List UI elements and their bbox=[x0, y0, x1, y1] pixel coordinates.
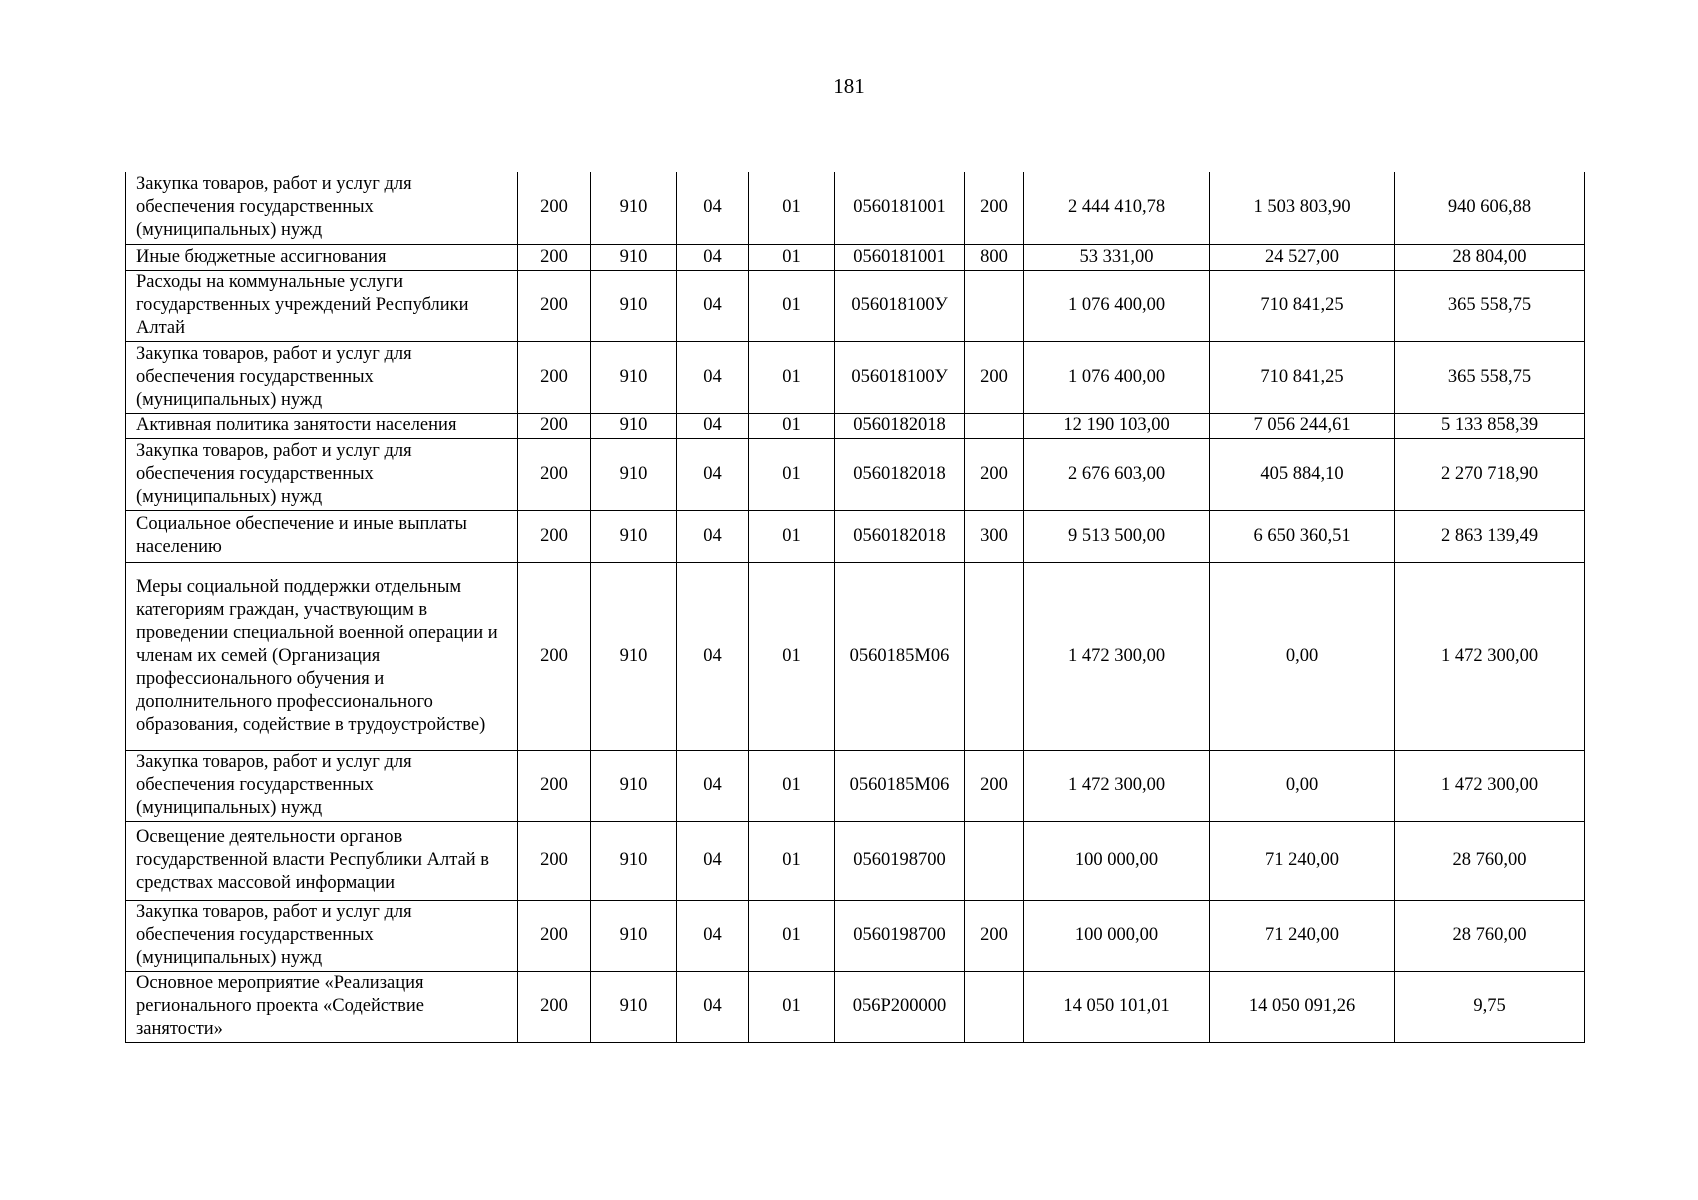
row-c4: 01 bbox=[749, 821, 835, 900]
row-c2: 910 bbox=[591, 341, 677, 413]
row-name: Закупка товаров, работ и услуг для обеспечения государственных (муниципальных) нужд bbox=[126, 341, 518, 413]
row-sum1: 1 076 400,00 bbox=[1024, 341, 1210, 413]
row-sum1: 2 676 603,00 bbox=[1024, 438, 1210, 510]
row-name: Закупка товаров, работ и услуг для обеспечения государственных (муниципальных) нужд bbox=[126, 750, 518, 821]
row-sum2: 7 056 244,61 bbox=[1210, 413, 1395, 438]
row-sum3: 28 760,00 bbox=[1395, 900, 1585, 971]
row-c3: 04 bbox=[677, 244, 749, 270]
row-sum3: 5 133 858,39 bbox=[1395, 413, 1585, 438]
row-type: 200 bbox=[965, 172, 1024, 244]
row-target: 0560181001 bbox=[835, 172, 965, 244]
row-c3: 04 bbox=[677, 413, 749, 438]
row-sum1: 100 000,00 bbox=[1024, 900, 1210, 971]
row-type bbox=[965, 270, 1024, 341]
row-c4: 01 bbox=[749, 244, 835, 270]
row-sum2: 0,00 bbox=[1210, 750, 1395, 821]
row-sum1: 12 190 103,00 bbox=[1024, 413, 1210, 438]
row-c2: 910 bbox=[591, 413, 677, 438]
row-c4: 01 bbox=[749, 900, 835, 971]
row-c3: 04 bbox=[677, 900, 749, 971]
table-row bbox=[126, 562, 1585, 750]
row-sum2: 71 240,00 bbox=[1210, 900, 1395, 971]
row-target: 056018100У bbox=[835, 341, 965, 413]
row-type bbox=[965, 562, 1024, 750]
row-sum3: 1 472 300,00 bbox=[1395, 750, 1585, 821]
row-c4: 01 bbox=[749, 971, 835, 1042]
row-c3: 04 bbox=[677, 438, 749, 510]
row-type: 200 bbox=[965, 341, 1024, 413]
budget-table-body bbox=[126, 172, 1585, 1042]
table-row bbox=[126, 172, 1585, 244]
row-c4: 01 bbox=[749, 172, 835, 244]
row-sum2: 0,00 bbox=[1210, 562, 1395, 750]
row-type: 200 bbox=[965, 438, 1024, 510]
row-name: Меры социальной поддержки отдельным категориям граждан, участвующим в проведении специальной военной операции и членам их семей (Организация профессионального обучения и дополнительного профессионального образования, содействие в трудоустройстве) bbox=[126, 562, 518, 750]
row-type bbox=[965, 413, 1024, 438]
table-row bbox=[126, 750, 1585, 821]
table-row bbox=[126, 413, 1585, 438]
row-sum3: 940 606,88 bbox=[1395, 172, 1585, 244]
row-c1: 200 bbox=[518, 172, 591, 244]
row-type: 800 bbox=[965, 244, 1024, 270]
row-c4: 01 bbox=[749, 438, 835, 510]
table-row bbox=[126, 510, 1585, 562]
row-c3: 04 bbox=[677, 172, 749, 244]
row-type: 200 bbox=[965, 750, 1024, 821]
table-row bbox=[126, 900, 1585, 971]
row-c4: 01 bbox=[749, 562, 835, 750]
row-sum2: 71 240,00 bbox=[1210, 821, 1395, 900]
row-c4: 01 bbox=[749, 270, 835, 341]
row-name: Освещение деятельности органов государственной власти Республики Алтай в средствах массовой информации bbox=[126, 821, 518, 900]
row-sum1: 2 444 410,78 bbox=[1024, 172, 1210, 244]
row-target: 056018100У bbox=[835, 270, 965, 341]
row-target: 0560182018 bbox=[835, 413, 965, 438]
row-sum3: 28 804,00 bbox=[1395, 244, 1585, 270]
table-row bbox=[126, 341, 1585, 413]
row-name: Социальное обеспечение и иные выплаты населению bbox=[126, 510, 518, 562]
row-c3: 04 bbox=[677, 510, 749, 562]
row-c1: 200 bbox=[518, 750, 591, 821]
row-type: 300 bbox=[965, 510, 1024, 562]
row-target: 0560198700 bbox=[835, 821, 965, 900]
row-c3: 04 bbox=[677, 562, 749, 750]
row-c3: 04 bbox=[677, 971, 749, 1042]
row-sum2: 710 841,25 bbox=[1210, 270, 1395, 341]
row-sum3: 2 270 718,90 bbox=[1395, 438, 1585, 510]
row-name: Закупка товаров, работ и услуг для обеспечения государственных (муниципальных) нужд bbox=[126, 900, 518, 971]
row-target: 056Р200000 bbox=[835, 971, 965, 1042]
row-sum1: 53 331,00 bbox=[1024, 244, 1210, 270]
row-c1: 200 bbox=[518, 413, 591, 438]
row-c1: 200 bbox=[518, 244, 591, 270]
row-c4: 01 bbox=[749, 750, 835, 821]
row-c1: 200 bbox=[518, 341, 591, 413]
row-c4: 01 bbox=[749, 510, 835, 562]
row-sum2: 24 527,00 bbox=[1210, 244, 1395, 270]
table-row bbox=[126, 438, 1585, 510]
row-sum3: 365 558,75 bbox=[1395, 270, 1585, 341]
row-c1: 200 bbox=[518, 510, 591, 562]
row-c2: 910 bbox=[591, 270, 677, 341]
row-type bbox=[965, 821, 1024, 900]
row-type: 200 bbox=[965, 900, 1024, 971]
row-c3: 04 bbox=[677, 341, 749, 413]
row-c3: 04 bbox=[677, 821, 749, 900]
row-target: 0560182018 bbox=[835, 438, 965, 510]
row-sum2: 14 050 091,26 bbox=[1210, 971, 1395, 1042]
row-c2: 910 bbox=[591, 562, 677, 750]
row-target: 0560182018 bbox=[835, 510, 965, 562]
row-target: 0560185М06 bbox=[835, 562, 965, 750]
budget-table bbox=[125, 172, 1585, 1043]
row-sum1: 9 513 500,00 bbox=[1024, 510, 1210, 562]
row-c2: 910 bbox=[591, 510, 677, 562]
row-c2: 910 bbox=[591, 821, 677, 900]
row-target: 0560185М06 bbox=[835, 750, 965, 821]
row-type bbox=[965, 971, 1024, 1042]
row-sum2: 1 503 803,90 bbox=[1210, 172, 1395, 244]
row-name: Активная политика занятости населения bbox=[126, 413, 518, 438]
row-name: Расходы на коммунальные услуги государственных учреждений Республики Алтай bbox=[126, 270, 518, 341]
row-c2: 910 bbox=[591, 750, 677, 821]
row-sum1: 1 472 300,00 bbox=[1024, 562, 1210, 750]
table-row bbox=[126, 821, 1585, 900]
row-target: 0560198700 bbox=[835, 900, 965, 971]
table-row bbox=[126, 270, 1585, 341]
row-sum3: 2 863 139,49 bbox=[1395, 510, 1585, 562]
row-sum2: 710 841,25 bbox=[1210, 341, 1395, 413]
row-sum1: 14 050 101,01 bbox=[1024, 971, 1210, 1042]
row-name: Основное мероприятие «Реализация регионального проекта «Содействие занятости» bbox=[126, 971, 518, 1042]
row-c1: 200 bbox=[518, 900, 591, 971]
row-c3: 04 bbox=[677, 750, 749, 821]
row-c2: 910 bbox=[591, 172, 677, 244]
row-c1: 200 bbox=[518, 438, 591, 510]
row-sum3: 365 558,75 bbox=[1395, 341, 1585, 413]
row-sum3: 28 760,00 bbox=[1395, 821, 1585, 900]
row-name: Закупка товаров, работ и услуг для обеспечения государственных (муниципальных) нужд bbox=[126, 172, 518, 244]
row-c3: 04 bbox=[677, 270, 749, 341]
row-sum1: 1 472 300,00 bbox=[1024, 750, 1210, 821]
row-c1: 200 bbox=[518, 562, 591, 750]
table-row bbox=[126, 244, 1585, 270]
page-number: 181 bbox=[833, 74, 865, 98]
row-sum2: 405 884,10 bbox=[1210, 438, 1395, 510]
row-sum1: 100 000,00 bbox=[1024, 821, 1210, 900]
row-target: 0560181001 bbox=[835, 244, 965, 270]
row-c1: 200 bbox=[518, 971, 591, 1042]
row-c2: 910 bbox=[591, 971, 677, 1042]
row-sum3: 1 472 300,00 bbox=[1395, 562, 1585, 750]
row-sum1: 1 076 400,00 bbox=[1024, 270, 1210, 341]
row-c2: 910 bbox=[591, 438, 677, 510]
row-name: Закупка товаров, работ и услуг для обеспечения государственных (муниципальных) нужд bbox=[126, 438, 518, 510]
row-c2: 910 bbox=[591, 244, 677, 270]
row-c4: 01 bbox=[749, 341, 835, 413]
row-sum2: 6 650 360,51 bbox=[1210, 510, 1395, 562]
row-c2: 910 bbox=[591, 900, 677, 971]
row-c1: 200 bbox=[518, 270, 591, 341]
table-row bbox=[126, 971, 1585, 1042]
row-name: Иные бюджетные ассигнования bbox=[126, 244, 518, 270]
row-c1: 200 bbox=[518, 821, 591, 900]
row-sum3: 9,75 bbox=[1395, 971, 1585, 1042]
row-c4: 01 bbox=[749, 413, 835, 438]
